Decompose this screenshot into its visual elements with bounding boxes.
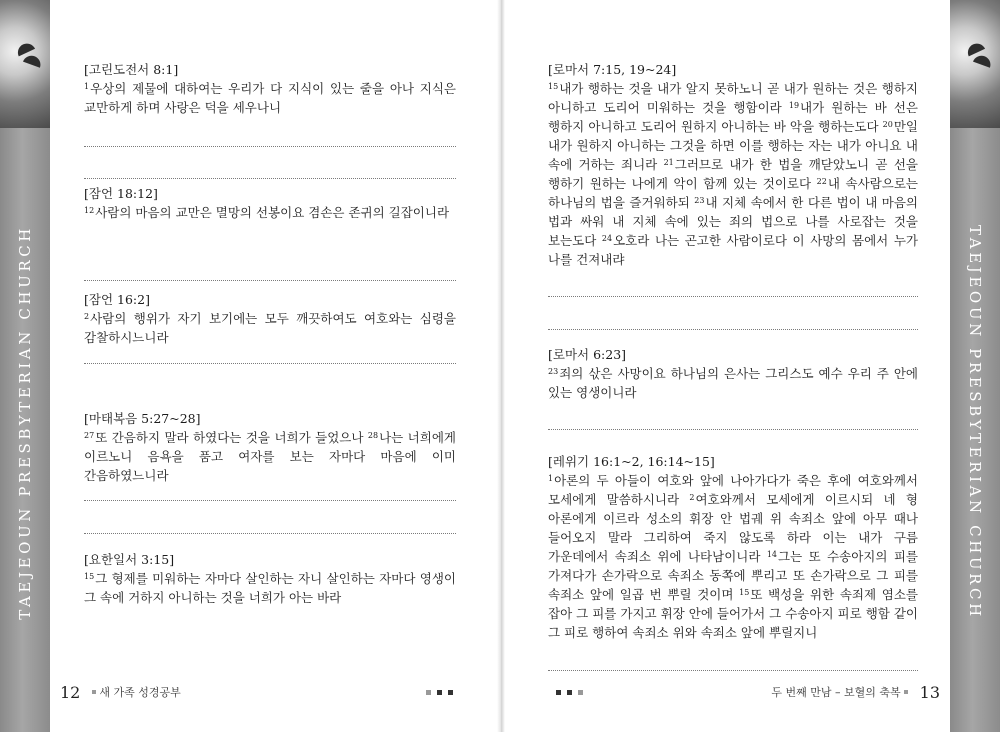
- passage-reference: [레위기 16:1~2, 16:14~15]: [548, 454, 715, 469]
- right-footer-marks: [553, 682, 586, 702]
- footer-label: 새 가족 성경공부: [99, 686, 181, 699]
- passage-text: $^{15}$그 형제를 미워하는 자마다 살인하는 자니 살인하는 자마다 영생이 그 속에 거하지 아니하는 것을 너희가 아는 바라: [84, 571, 456, 605]
- passage-matthew-5-27-28: [84, 409, 456, 550]
- page-number: 12: [60, 682, 81, 702]
- passage-reference: [로마서 7:15, 19~24]: [548, 62, 677, 77]
- passage-reference: [잠언 16:2]: [84, 292, 150, 307]
- passage-text: $^{12}$사람의 마음의 교만은 멸망의 선봉이요 겸손은 존귀의 길잡이니라: [84, 205, 450, 220]
- note-line: [84, 500, 456, 501]
- note-line: [84, 178, 456, 179]
- passage-proverbs-16-2: [84, 290, 456, 409]
- page-number: 13: [919, 682, 940, 702]
- passage-text: $^1$우상의 제물에 대하여는 우리가 다 지식이 있는 줄을 아나 지식은 교만하게 하며 사랑은 덕을 세우나니: [84, 81, 456, 115]
- note-line: [548, 670, 918, 671]
- footer-square: [448, 690, 453, 695]
- note-line: [84, 146, 456, 147]
- note-line: [84, 533, 456, 534]
- left-footer: [60, 682, 181, 702]
- passage-1-john-3-15: [84, 550, 456, 607]
- sprout-hands-photo: [0, 0, 50, 128]
- passage-reference: [잠언 18:12]: [84, 186, 158, 201]
- right-page: [548, 60, 918, 642]
- footer-square: [437, 690, 442, 695]
- passage-reference: [요한일서 3:15]: [84, 552, 175, 567]
- passage-romans-6-23: [548, 345, 918, 452]
- note-line: [84, 363, 456, 364]
- right-footer: [771, 682, 940, 702]
- note-line: [548, 296, 918, 297]
- left-page: [84, 60, 456, 607]
- passage-romans-7: [548, 60, 918, 345]
- passage-1-corinthians-8-1: [84, 60, 456, 184]
- footer-square: [578, 690, 583, 695]
- footer-label: 두 번째 만남 – 보혈의 축복: [771, 686, 901, 699]
- left-side-bar: [0, 0, 50, 732]
- footer-bullet: [92, 690, 96, 694]
- footer-square: [426, 690, 431, 695]
- passage-reference: [마태복음 5:27~28]: [84, 411, 201, 426]
- passage-text: $^{15}$내가 행하는 것을 내가 알지 못하노니 곧 내가 원하는 것은 행하지 아니하고 도리어 미워하는 것을 행함이라 $^{19}$내가 원하는 바 선은 행하지 아니하고 도리어 원하지 아니하는 바 악을 행하는도다 $^{20}$만일 내가 원하지 아니하는 그것을 하면 이를 행하는 자는 내가 아니요 내 속에 거하는 죄니라 $^{21}$그러므로 내가 한 법을 깨닫았노니 곧 선을 행하기 원하는 나에게 악이 함께 있는 것이로다 $^{22}$내 속사람으로는 하나님의 법을 즐거워하되 $^{23}$내 지체 속에서 한 다른 법이 내 마음의 법과 싸워 내 지체 속에 있는 죄의 법으로 나를 사로잡는 것을 보는도다 $^{24}$오호라 나는 곤고한 사람이로다 이 사망의 몸에서 누가 나를 건져내랴: [548, 81, 919, 267]
- passage-reference: [고린도전서 8:1]: [84, 62, 179, 77]
- right-side-bar: [950, 0, 1000, 732]
- left-footer-marks: [423, 682, 456, 702]
- passage-reference: [로마서 6:23]: [548, 347, 627, 362]
- sprout-hands-photo-right: [950, 0, 1000, 128]
- book-spine: [497, 0, 505, 732]
- footer-bullet: [904, 690, 908, 694]
- passage-text: $^{23}$죄의 삯은 사망이요 하나님의 은사는 그리스도 예수 우리 주 안에 있는 영생이니라: [548, 366, 918, 400]
- note-line: [84, 280, 456, 281]
- passage-proverbs-18-12: [84, 184, 456, 290]
- right-vertical-title: [950, 192, 1000, 652]
- church-name-left: TAEJEOUN PRESBYTERIAN CHURCH: [16, 224, 34, 620]
- passage-text: $^2$사람의 행위가 자기 보기에는 모두 깨끗하여도 여호와는 심령을 감찰하시느니라: [84, 311, 456, 345]
- passage-leviticus-16: [548, 452, 918, 642]
- passage-text: $^{27}$또 간음하지 말라 하였다는 것을 너희가 들었으나 $^{28}$나는 너희에게 이르노니 음욕을 품고 여자를 보는 자마다 마음에 이미 간음하였느니라: [84, 430, 456, 483]
- left-vertical-title: [0, 192, 50, 652]
- note-line: [548, 329, 918, 330]
- footer-square: [567, 690, 572, 695]
- passage-text: $^1$아론의 두 아들이 여호와 앞에 나아가다가 죽은 후에 여호와께서 모세에게 말씀하시니라 $^2$여호와께서 모세에게 이르시되 네 형 아론에게 이르라 성소의 휘장 안 법궤 위 속죄소 앞에 아무 때나 들어오지 말라 그리하여 죽지 않도록 하라 이는 내가 구름 가운데에서 속죄소 위에 나타남이니라 $^{14}$그는 또 수송아지의 피를 가져다가 손가락으로 속죄소 동쪽에 뿌리고 또 손가락으로 그 피를 속죄소 앞에 일곱 번 뿌릴 것이며 $^{15}$또 백성을 위한 속죄제 염소를 잡아 그 피를 가지고 휘장 안에 들어가서 그 수송아지 피로 행함 같이 그 피로 행하여 속죄소 위와 속죄소 앞에 뿌릴지니: [548, 473, 918, 640]
- note-line: [548, 429, 918, 430]
- footer-square: [556, 690, 561, 695]
- church-name-right: TAEJEOUN PRESBYTERIAN CHURCH: [966, 224, 984, 620]
